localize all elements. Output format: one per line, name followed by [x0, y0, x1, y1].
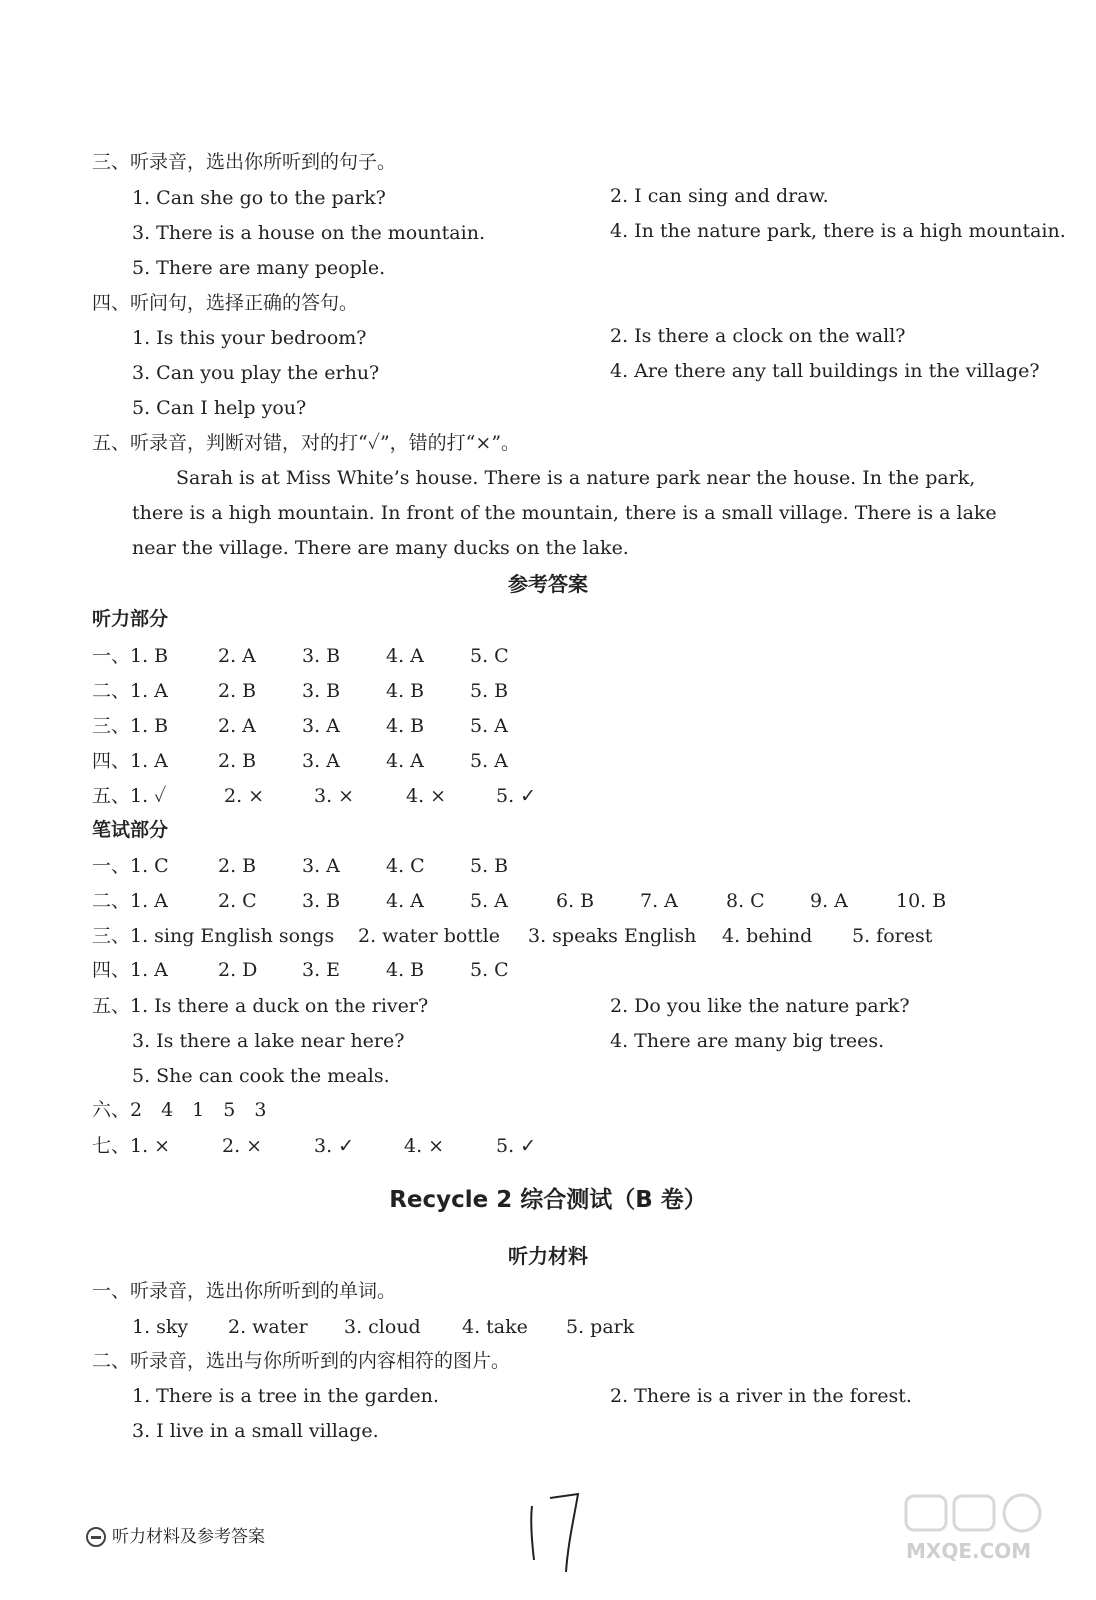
- sentence-item: 3. There is a house on the mountain.: [132, 222, 485, 244]
- answer-cell: 4. A: [386, 890, 424, 912]
- answer-cell: 3. speaks English: [528, 925, 697, 947]
- answer-cell: 4. B: [386, 959, 425, 981]
- answer-cell: 2. A: [218, 645, 256, 667]
- watermark-logo: [900, 1490, 1070, 1570]
- answer-cell: 4. ×: [404, 1135, 445, 1157]
- answer-cell: 4. behind: [722, 925, 813, 947]
- book-icon: [86, 1527, 106, 1547]
- sentence-item: 4. Are there any tall buildings in the village?: [610, 360, 1040, 382]
- answer-cell: 5. A: [470, 890, 508, 912]
- listening-label: 听力部分: [92, 608, 169, 630]
- answer-cell: 五、1. ✓: [92, 785, 167, 807]
- answer-cell: 2. Do you like the nature park?: [610, 995, 910, 1017]
- answer-cell: 4. A: [386, 645, 424, 667]
- answer-cell: 7. A: [640, 890, 678, 912]
- answer-cell: 4. A: [386, 750, 424, 772]
- word-item: 3. cloud: [344, 1316, 421, 1338]
- word-item: 4. take: [462, 1316, 528, 1338]
- answer-cell: 3. B: [302, 680, 341, 702]
- answer-cell: 8. C: [726, 890, 765, 912]
- answer-cell: 2. B: [218, 680, 257, 702]
- footer-label: 听力材料及参考答案: [112, 1527, 265, 1547]
- answer-cell: 3. ✓: [314, 1135, 355, 1157]
- answer-cell: 三、1. sing English songs: [92, 925, 335, 947]
- answer-cell: 2. B: [218, 750, 257, 772]
- word-item: 2. water: [228, 1316, 308, 1338]
- answer-cell: 4. There are many big trees.: [610, 1030, 885, 1052]
- answer-cell: 2. ×: [224, 785, 265, 807]
- sentence-item: 1. There is a tree in the garden.: [132, 1385, 439, 1407]
- answer-cell: 5. ✓: [496, 785, 537, 807]
- answers-title: 参考答案: [508, 572, 588, 596]
- answer-cell: 3. A: [302, 750, 340, 772]
- answer-cell: 5. C: [470, 645, 509, 667]
- sentence-item: 2. Is there a clock on the wall?: [610, 325, 906, 347]
- answer-cell: 5. B: [470, 680, 509, 702]
- svg-text:MXQE.COM: MXQE.COM: [906, 1539, 1032, 1563]
- answer-cell: 四、1. A: [92, 750, 168, 772]
- answer-cell: 2. A: [218, 715, 256, 737]
- answer-cell: 5. She can cook the meals.: [132, 1065, 390, 1087]
- answer-cell: 4. B: [386, 680, 425, 702]
- answer-cell: 4. ×: [406, 785, 447, 807]
- sentence-item: 2. There is a river in the forest.: [610, 1385, 912, 1407]
- word-item: 1. sky: [132, 1316, 189, 1338]
- answer-cell: 3. E: [302, 959, 341, 981]
- sentence-item: 4. In the nature park, there is a high mountain.: [610, 220, 1066, 242]
- sentence-item: 3. I live in a small village.: [132, 1420, 379, 1442]
- answer-cell: 六、2 4 1 5 3: [92, 1099, 267, 1121]
- answer-cell: 5. ✓: [496, 1135, 537, 1157]
- answer-cell: 10. B: [896, 890, 947, 912]
- answer-cell: 5. forest: [852, 925, 933, 947]
- answer-cell: 二、1. A: [92, 680, 168, 702]
- page-number: [520, 1488, 590, 1578]
- answer-cell: 4. B: [386, 715, 425, 737]
- section-heading: 二、听录音，选出与你所听到的内容相符的图片。: [92, 1350, 511, 1372]
- answer-cell: 七、1. ×: [92, 1135, 171, 1157]
- answer-cell: 2. ×: [222, 1135, 263, 1157]
- answer-cell: 4. C: [386, 855, 425, 877]
- section-heading: 四、听问句，选择正确的答句。: [92, 292, 359, 314]
- answer-cell: 3. ×: [314, 785, 355, 807]
- answer-cell: 五、1. Is there a duck on the river?: [92, 995, 429, 1017]
- answer-cell: 2. C: [218, 890, 257, 912]
- answer-cell: 5. A: [470, 750, 508, 772]
- section-heading: 一、听录音，选出你所听到的单词。: [92, 1280, 397, 1302]
- section-heading: 五、听录音，判断对错，对的打“✓”，错的打“×”。: [92, 432, 521, 454]
- answer-cell: 3. A: [302, 715, 340, 737]
- passage: Sarah is at Miss White’s house. There is a nature park near the house. In the park, there is a high mountain. In front of the mountain, there is a small village. There is a lake near the village. There are many ducks on the lake.: [132, 467, 997, 559]
- written-label: 笔试部分: [92, 819, 169, 841]
- answer-cell: 2. D: [218, 959, 258, 981]
- test-title: Recycle 2 综合测试（B 卷）: [389, 1187, 707, 1213]
- answer-cell: 3. B: [302, 645, 341, 667]
- answer-cell: 5. C: [470, 959, 509, 981]
- answer-cell: 3. Is there a lake near here?: [132, 1030, 405, 1052]
- answer-cell: 四、1. A: [92, 959, 168, 981]
- sentence-item: 1. Is this your bedroom?: [132, 327, 367, 349]
- answer-cell: 5. B: [470, 855, 509, 877]
- sentence-item: 5. There are many people.: [132, 257, 386, 279]
- answer-cell: 5. A: [470, 715, 508, 737]
- sentence-item: 2. I can sing and draw.: [610, 185, 829, 207]
- answer-cell: 3. B: [302, 890, 341, 912]
- sentence-item: 3. Can you play the erhu?: [132, 362, 380, 384]
- answer-cell: 3. A: [302, 855, 340, 877]
- answer-cell: 2. B: [218, 855, 257, 877]
- answer-cell: 6. B: [556, 890, 595, 912]
- answer-cell: 一、1. C: [92, 855, 169, 877]
- answer-cell: 2. water bottle: [358, 925, 500, 947]
- answer-cell: 二、1. A: [92, 890, 168, 912]
- test-subtitle: 听力材料: [508, 1244, 588, 1268]
- sentence-item: 1. Can she go to the park?: [132, 187, 386, 209]
- sentence-item: 5. Can I help you?: [132, 397, 307, 419]
- answer-cell: 一、1. B: [92, 645, 169, 667]
- answer-cell: 9. A: [810, 890, 848, 912]
- word-item: 5. park: [566, 1316, 635, 1338]
- section-heading: 三、听录音，选出你所听到的句子。: [92, 151, 397, 173]
- answer-cell: 三、1. B: [92, 715, 169, 737]
